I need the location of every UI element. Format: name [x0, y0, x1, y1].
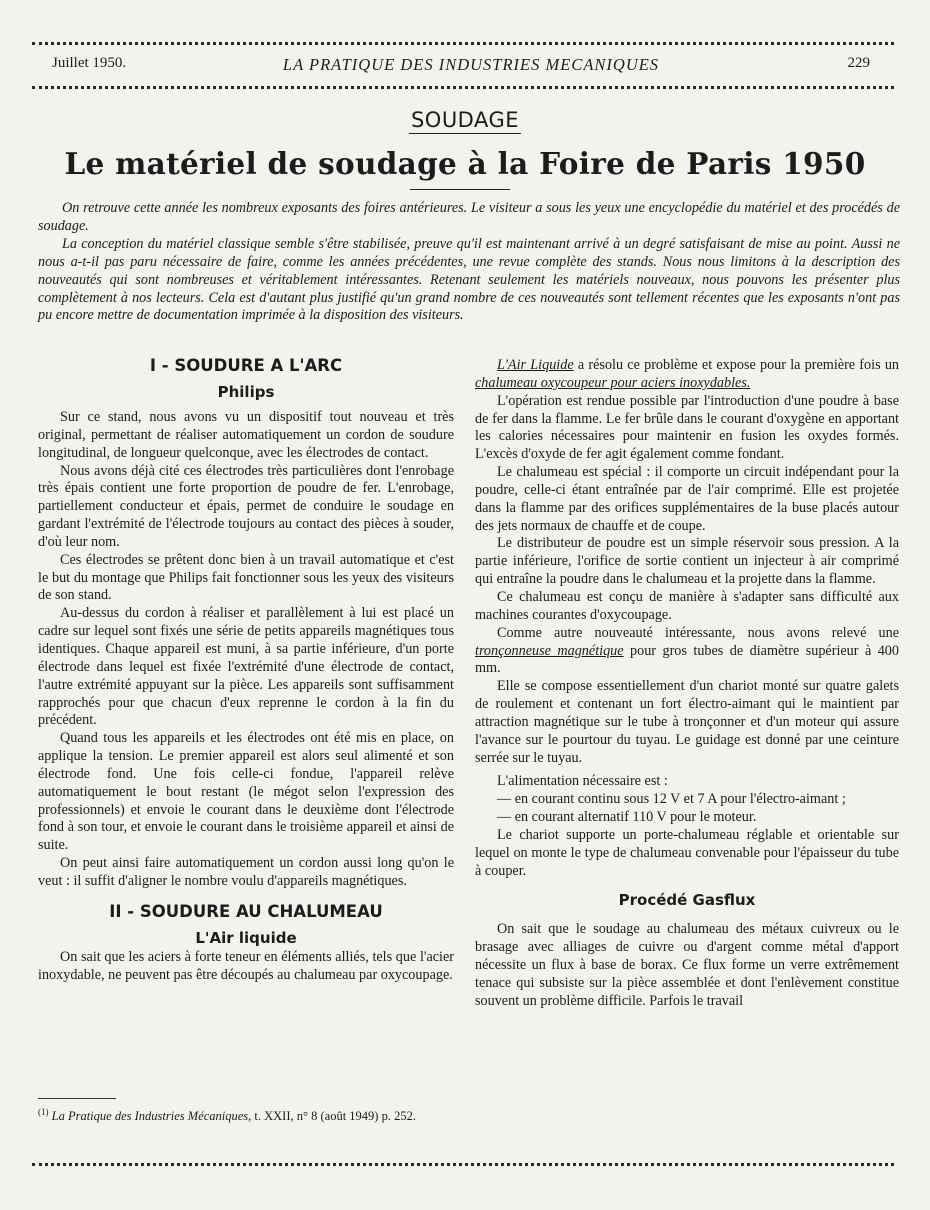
- paragraph: L'Air Liquide a résolu ce problème et expose pour la première fois un chalumeau oxycoupeur pour aciers inoxydables.: [475, 357, 900, 391]
- paragraph: On sait que les aciers à forte teneur en éléments alliés, tels que l'acier inoxydable, ne peuvent pas être découpés au chalumeau par oxycoupage.: [38, 948, 454, 983]
- running-header: [52, 55, 890, 79]
- paragraph: L'alimentation nécessaire est :: [497, 773, 668, 790]
- paragraph: Le chalumeau est spécial : il comporte un circuit indépendant pour la poudre, celle-ci étant entraînée par de l'air comprimé. Elle est projetée dans la flamme par des orifices supplémentaires de la buse placés autour des jets normaux de chauffe et de coupe.: [475, 464, 899, 534]
- top-dotted-rule: [32, 42, 894, 45]
- paragraph: Quand tous les appareils et les électrodes ont été mis en place, on applique la tension. Le premier appareil est alors seul alimenté et son électrode fond. Une fois celle-ci fondue, l'appareil relève automatiquement le bout restant (le mégot selon l'expression des professionnels) et envoie le courant dans le deuxième dont l'électrode fond à son tour, et envoie le courant dans le troisième appareil et ainsi de suite.: [38, 730, 454, 854]
- title-rule: [410, 189, 510, 190]
- list-item: — en courant alternatif 110 V pour le moteur.: [497, 809, 757, 826]
- article-intro: [38, 200, 900, 325]
- paragraph: Le distributeur de poudre est un simple réservoir sous pression. A la partie inférieure, l'orifice de sortie contient un injecteur à air comprimé qui entraîne la poudre dans le chalumeau et la projette dans la flamme.: [475, 535, 899, 588]
- paragraph: Nous avons déjà cité ces électrodes très particulières dont l'enrobage très épais contient une forte proportion de poudre de fer. L'enrobage, partiellement conducteur et épais, permet de conduire le soudage en gardant l'extrémité de l'électrode toujours au contact des pièces à souder, d'où leur nom.: [38, 462, 454, 550]
- paragraph: Au-dessus du cordon à réaliser et parallèlement à lui est placé un cadre sur lequel sont fixés une série de petits appareils magnétiques tous identiques. Chaque appareil est muni, à sa partie inférieure, d'un porte électrode dans lequel est fixée l'extrémité d'une électrode de contact, l'autre extrémité appuyant sur la pièce. Les appareils sont suffisamment rapprochés pour que chacun d'eux reprenne le cordon à la fin du précédent.: [38, 605, 454, 729]
- list-item: — en courant continu sous 12 V et 7 A pour l'électro-aimant ;: [497, 791, 846, 808]
- heading-gasflux: Procédé Gasflux: [618, 891, 756, 910]
- heading-soudure-chalumeau: II - SOUDURE AU CHALUMEAU: [109, 901, 383, 921]
- heading-philips: Philips: [217, 383, 275, 401]
- left-column: [38, 355, 454, 984]
- paragraph: On sait que le soudage au chalumeau des métaux cuivreux ou le brasage avec alliages de cuivre ou d'argent comme métal d'apport nécessite un flux à base de borax. Ce flux forme un verre extrêmement tenace qui subsiste sur la pièce assemblée et dont l'enlèvement constitue souvent un problème difficile. Parfois le travail: [475, 921, 899, 1009]
- footnote-mark: (1): [38, 1107, 49, 1117]
- header-dotted-rule: [32, 86, 894, 89]
- right-column: [475, 357, 899, 1011]
- heading-air-liquide: L'Air liquide: [195, 928, 297, 947]
- header-journal-title: LA PRATIQUE DES INDUSTRIES MECANIQUES: [282, 55, 660, 74]
- footnote-reference: , t. XXII, n° 8 (août 1949) p. 252.: [248, 1109, 416, 1124]
- section-label: SOUDAGE: [410, 108, 520, 132]
- company-name: L'Air Liquide: [497, 357, 574, 373]
- device-name: tronçonneuse magnétique: [475, 642, 624, 659]
- footnote: [38, 1104, 454, 1124]
- device-name: chalumeau oxycoupeur pour aciers inoxydables.: [475, 374, 751, 391]
- paragraph: Comme autre nouveauté intéressante, nous avons relevé une tronçonneuse magnétique pour gros tubes de diamètre supérieur à 400 mm.: [475, 624, 899, 677]
- intro-paragraph: On retrouve cette année les nombreux exposants des foires antérieures. Le visiteur a sous les yeux une encyclopédie du matériel et des procédés de soudage.: [38, 200, 900, 234]
- header-page-number: 229: [847, 55, 870, 71]
- paragraph: L'opération est rendue possible par l'introduction d'une poudre à base de fer dans la flamme. Le fer brûle dans le courant d'oxygène en apportant les calories nécessaires pour maintenir en fusion les oxydes formés. L'excès d'oxyde de fer agit également comme fondant.: [475, 392, 899, 463]
- heading-soudure-arc: I - SOUDURE A L'ARC: [149, 356, 343, 375]
- article-title: Le matériel de soudage à la Foire de Paris 1950: [64, 146, 866, 181]
- paragraph: Le chariot supporte un porte-chalumeau réglable et orientable sur lequel on monte le type de chalumeau convenable pour l'épaisseur du tube à couper.: [475, 826, 899, 879]
- footnote-rule: [38, 1098, 116, 1099]
- paragraph: On peut ainsi faire automatiquement un cordon aussi long qu'on le veut : il suffit d'aligner le nombre voulu d'appareils magnétiques.: [38, 855, 454, 889]
- intro-paragraph: La conception du matériel classique semble s'être stabilisée, preuve qu'il est maintenant arrivé à un degré satisfaisant de mise au point. Aussi ne nous a-t-il pas paru nécessaire de faire, comme les années précédentes, une revue complète des stands. Nous nous limitons à la description des nouveautés qui sont nombreuses et véritablement intéressantes. Retenant seulement les matériels nouveaux, nous pouvons les présenter plus complètement à nos lecteurs. Cela est d'autant plus justifié qu'un grand nombre de ces nouveautés sont tellement récentes que les exposants n'ont pas pu encore mettre de documentation imprimée à la disposition des visiteurs.: [38, 235, 900, 324]
- paragraph: Sur ce stand, nous avons vu un dispositif tout nouveau et très original, permettant de réaliser automatiquement un cordon de soudure longitudinal, de longueur quelconque, avec les électrodes de contact.: [38, 409, 454, 461]
- bottom-dotted-rule: [32, 1163, 894, 1166]
- paragraph: Elle se compose essentiellement d'un chariot monté sur quatre galets de roulement et contenant un fort électro-aimant qui le maintient par attraction magnétique sur le tube à tronçonner et d'un moteur qui assure l'avance sur le pourtour du tuyau. Le guidage est donné par une ceinture serrée sur le tuyau.: [475, 678, 899, 766]
- paragraph: Ce chalumeau est conçu de manière à s'adapter sans difficulté aux machines courantes d'oxycoupage.: [475, 588, 899, 623]
- footnote-source: La Pratique des Industries Mécaniques: [51, 1109, 249, 1124]
- paragraph: Ces électrodes se prêtent donc bien à un travail automatique et c'est le but du montage que Philips fait fonctionner sous les yeux des visiteurs de son stand.: [38, 551, 454, 604]
- header-date: Juillet 1950.: [52, 55, 127, 71]
